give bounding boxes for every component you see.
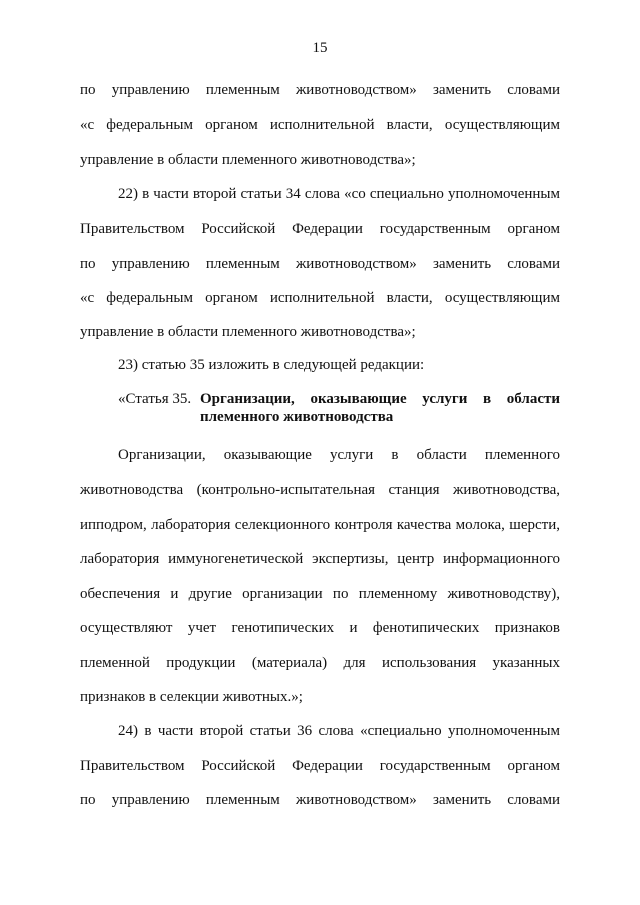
text-line: осуществляют учет генотипических и фенотипических признаков [80,620,560,636]
text-line: «с федеральным органом исполнительной власти, осуществляющим [80,290,560,306]
text-line: управление в области племенного животноводства»; [80,324,416,340]
text-line: обеспечения и другие организации по племенному животноводству), [80,586,560,602]
text-line: 24) в части второй статьи 36 слова «специально уполномоченным [118,723,560,739]
text-line: Правительством Российской Федерации государственным органом [80,221,560,237]
text-line: «с федеральным органом исполнительной власти, осуществляющим [80,117,560,133]
text-line: признаков в селекции животных.»; [80,689,303,705]
text-line: 23) статью 35 изложить в следующей редакции: [118,357,425,373]
text-line: управление в области племенного животноводства»; [80,152,416,168]
text-line: лаборатория иммуногенетической экспертизы, центр информационного [80,551,560,567]
text-line: Организации, оказывающие услуги в области племенного [118,447,560,463]
text-line: по управлению племенным животноводством» заменить словами [80,256,560,272]
text-line: по управлению племенным животноводством» заменить словами [80,792,560,808]
text-line: племенной продукции (материала) для использования указанных [80,655,560,671]
page-number: 15 [312,40,328,56]
article-title-line: Организации, оказывающие услуги в области [200,391,560,407]
text-line: Правительством Российской Федерации государственным органом [80,758,560,774]
article-title-line: племенного животноводства [200,409,394,425]
text-line: животноводства (контрольно-испытательная станция животноводства, [80,482,560,498]
article-label: «Статья 35. [118,391,192,407]
text-line: 22) в части второй статьи 34 слова «со специально уполномоченным [118,186,560,202]
text-line: ипподром, лаборатория селекционного контроля качества молока, шерсти, [80,517,560,533]
text-line: по управлению племенным животноводством» заменить словами [80,82,560,98]
